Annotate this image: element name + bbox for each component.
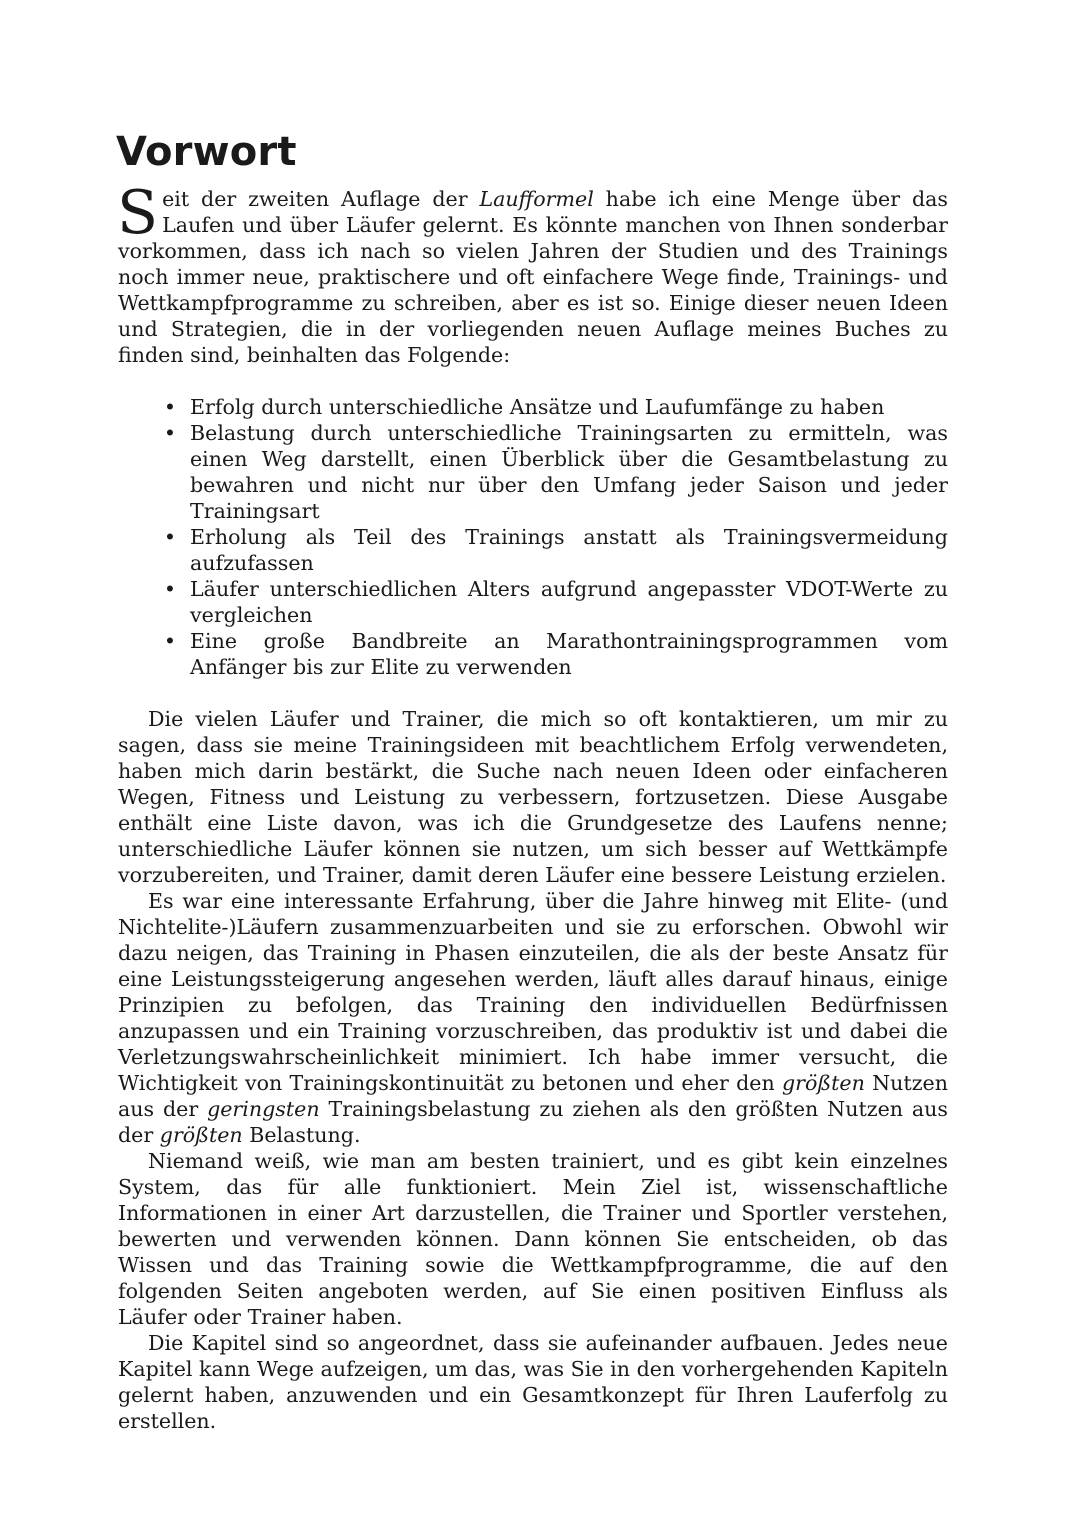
- list-item-text: Erholung als Teil des Trainings anstatt als Trainingsvermeidung aufzufassen: [190, 525, 948, 575]
- list-item-text: Eine große Bandbreite an Marathontrainingsprogrammen vom Anfänger bis zur Elite zu verwenden: [190, 629, 948, 679]
- list-item: [118, 420, 948, 524]
- emphasis-text: größten: [159, 1123, 243, 1147]
- list-item-text: Erfolg durch unterschiedliche Ansätze und Laufumfänge zu haben: [190, 395, 885, 419]
- list-item: [118, 394, 948, 420]
- emphasis-text: größten: [781, 1071, 865, 1095]
- list-item: [118, 576, 948, 628]
- document-page: [118, 128, 948, 1434]
- bullet-icon: •: [163, 395, 177, 419]
- list-item-text: Läufer unterschiedlichen Alters aufgrund angepasster VDOT-Werte zu vergleichen: [190, 577, 948, 627]
- intro-paragraph: [117, 178, 948, 368]
- body-paragraph-3: Niemand weiß, wie man am besten trainiert, und es gibt kein einzelnes System, das für alle funktioniert. Mein Ziel ist, wissenschaftliche Informationen in einer Art darzustellen, die Trainer und Sportler verstehen, bewerten und verwenden können. Dann können Sie entscheiden, ob das Wissen und das Training sowie die Wettkampfprogramme, die auf den folgenden Seiten angeboten werden, auf Sie einen positiven Einfluss als Läufer oder Trainer haben.: [118, 1149, 948, 1329]
- book-title-emphasis: Laufformel: [479, 187, 594, 211]
- intro-text-1: eit der zweiten Auflage der: [162, 187, 480, 211]
- bullet-list: [118, 394, 948, 680]
- paragraph-text: Nutzen aus der: [118, 1071, 948, 1121]
- intro-text-2: habe ich eine Menge über das Laufen und über Läufer gelernt. Es könnte manchen von Ihnen sonderbar vorkommen, dass ich nach so vielen Jahren der Studien und des Trainings noch immer neue, praktischere und oft einfachere Wege finde, Trainings- und Wettkampfprogramme zu schreiben, aber es ist so. Einige dieser neuen Ideen und Strategien, die in der vorliegenden neuen Auflage meines Buches zu finden sind, beinhalten das Folgende:: [118, 187, 948, 367]
- paragraph-text: Trainingsbelastung zu ziehen als den größten Nutzen aus der: [118, 1097, 949, 1147]
- paragraph-text: Belastung.: [242, 1123, 361, 1147]
- body-paragraph-4: Die Kapitel sind so angeordnet, dass sie aufeinander aufbauen. Jedes neue Kapitel kann Wege aufzeigen, um das, was Sie in den vorhergehenden Kapiteln gelernt haben, anzuwenden und ein Gesamtkonzept für Ihren Lauferfolg zu erstellen.: [118, 1331, 948, 1433]
- list-item: [118, 524, 948, 576]
- emphasis-text: geringsten: [207, 1097, 320, 1121]
- bullet-icon: •: [163, 421, 177, 445]
- bullet-icon: •: [163, 577, 177, 601]
- body-paragraph-2: [118, 888, 948, 1148]
- bullet-icon: •: [163, 629, 177, 653]
- body-paragraph-1: Die vielen Läufer und Trainer, die mich so oft kontaktieren, um mir zu sagen, dass sie meine Trainingsideen mit beachtlichem Erfolg verwendeten, haben mich darin bestärkt, die Suche nach neuen Ideen oder einfacheren Wegen, Fitness und Leistung zu verbessern, fortzusetzen. Diese Ausgabe enthält eine Liste davon, was ich die Grundgesetze des Laufens nenne; unterschiedliche Läufer können sie nutzen, um sich besser auf Wettkämpfe vorzubereiten, und Trainer, damit deren Läufer eine bessere Leistung erzielen.: [118, 707, 948, 887]
- list-item: [118, 628, 948, 680]
- drop-cap: S: [117, 178, 159, 248]
- paragraph-text: Es war eine interessante Erfahrung, über die Jahre hinweg mit Elite- (und Nichtelite-)Läufern zusammenzuarbeiten und sie zu erforschen. Obwohl wir dazu neigen, das Training in Phasen einzuteilen, die als der beste Ansatz für eine Leistungssteigerung angesehen werden, läuft alles darauf hinaus, einige Prinzipien zu befolgen, das Training den individuellen Bedürfnissen anzupassen und ein Training vorzuschreiben, das produktiv ist und dabei die Verletzungswahrscheinlichkeit minimiert. Ich habe immer versucht, die Wichtigkeit von Trainingskontinuität zu betonen und eher den: [118, 889, 948, 1095]
- bullet-icon: •: [163, 525, 177, 549]
- page-title: Vorwort: [116, 129, 297, 175]
- list-item-text: Belastung durch unterschiedliche Trainingsarten zu ermitteln, was einen Weg darstellt, einen Überblick über die Gesamtbelastung zu bewahren und nicht nur über den Umfang jeder Saison und jeder Trainingsart: [190, 421, 948, 523]
